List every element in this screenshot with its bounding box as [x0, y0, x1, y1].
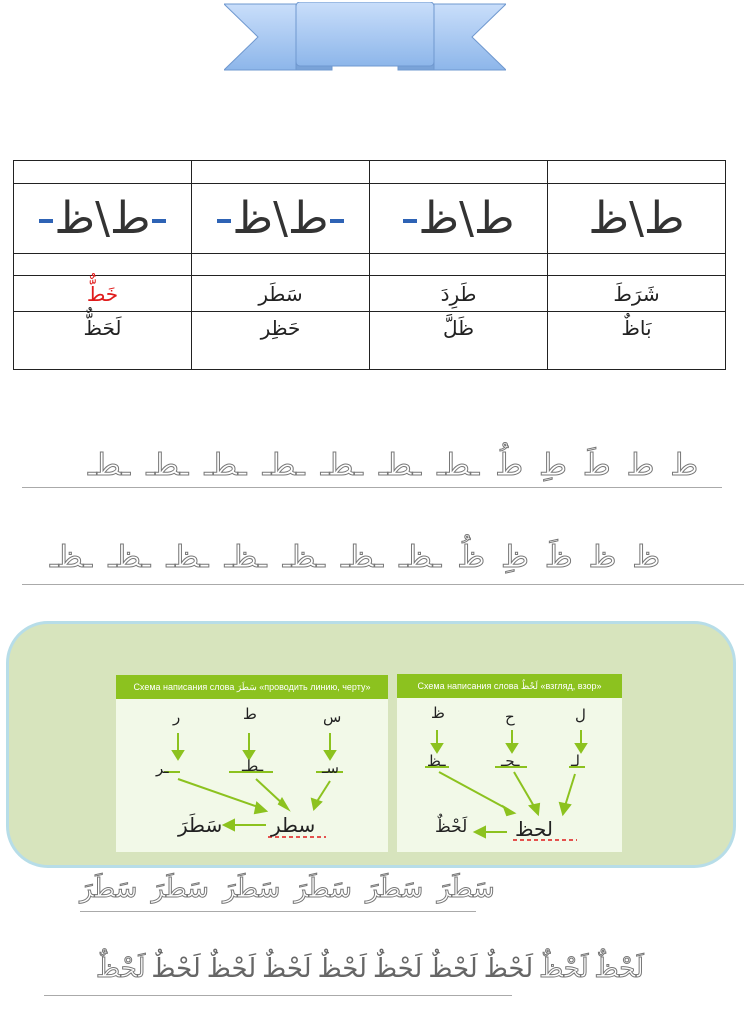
practice-letter: ـطـ: [146, 448, 189, 483]
scheme-panel-satara: [116, 675, 388, 852]
practice-letter: لَحْظٌ: [539, 954, 589, 984]
practice-letter: ـظـ: [108, 540, 151, 575]
practice-baseline: [44, 995, 512, 996]
practice-letter: ـظـ: [399, 540, 442, 575]
practice-letter: ـطـ: [437, 448, 480, 483]
practice-letter: سَطَرَ: [222, 874, 281, 904]
word-cell: طَرِدَ: [370, 276, 548, 312]
practice-baseline: [22, 487, 722, 488]
practice-line-satara: [80, 874, 509, 904]
practice-letter: لَحْظٌ: [317, 954, 367, 984]
table-row: [14, 276, 726, 312]
practice-baseline: [22, 584, 744, 585]
practice-letter: ـطـ: [320, 448, 363, 483]
practice-letter: سَطَرَ: [80, 874, 138, 904]
practice-letter: سَطَرَ: [437, 874, 495, 904]
practice-letter: لَحْظٌ: [594, 954, 644, 984]
letter-forms-cell: ط\ظ: [192, 184, 370, 254]
word-cell: لَحَظٌّ: [14, 312, 192, 370]
practice-letter: لَحْظٌ: [262, 954, 312, 984]
scheme-form: ـظ: [427, 752, 446, 770]
scheme-letter: ط: [243, 705, 257, 723]
letter-forms-cell: ط\ظ: [14, 184, 192, 254]
scheme-form: لـ: [571, 752, 580, 770]
letter-forms-cell: ط\ظ: [370, 184, 548, 254]
scheme-result-word: لَحْظٌ: [435, 817, 468, 837]
word-cell: بَاظٌ: [548, 312, 726, 370]
word-cell: خَطٌّ: [14, 276, 192, 312]
practice-letter: ط: [670, 448, 699, 483]
practice-letter: لَحْظٌ: [96, 954, 146, 984]
scheme-title: Схема написания слова سَطَرَ «проводить линию, черту»: [116, 675, 388, 699]
scheme-joined-word: سطر: [271, 813, 316, 837]
table-row: [14, 184, 726, 254]
letter-table: [13, 160, 726, 370]
practice-letter: ـظـ: [224, 540, 267, 575]
practice-letter: لَحْظٌ: [428, 954, 478, 984]
practice-letter: ظُ: [457, 540, 486, 575]
practice-letter: ط: [626, 448, 655, 483]
practice-letter: ظِ: [501, 540, 529, 575]
scheme-letter: ح: [505, 708, 515, 726]
practice-letter: سَطَرَ: [151, 874, 209, 904]
practice-letter: ـظـ: [50, 540, 93, 575]
scheme-result-word: سَطَرَ: [178, 813, 223, 837]
practice-letter: ـطـ: [204, 448, 247, 483]
practice-letter: لَحْظٌ: [372, 954, 423, 984]
practice-letter: ـطـ: [88, 448, 131, 483]
scheme-form: ـحـ: [501, 752, 520, 770]
practice-letter: طِ: [539, 448, 567, 483]
practice-letter: ـظـ: [166, 540, 209, 575]
practice-letter: ظ: [588, 540, 617, 575]
practice-letter: طَ: [582, 448, 611, 483]
practice-letter: ـظـ: [282, 540, 325, 575]
scheme-panel-lahz: [397, 674, 622, 852]
scheme-joined-word: لحظ: [515, 817, 553, 841]
table-row: [14, 161, 726, 184]
scheme-letter: س: [323, 708, 342, 726]
scheme-letter: ظ: [431, 704, 445, 722]
word-cell: حَظِر: [192, 312, 370, 370]
scheme-letter: ل: [575, 706, 586, 724]
practice-letter: ظ: [632, 540, 661, 575]
scheme-title: Схема написания слова لَحْظٌ «взгляд, взор»: [397, 674, 622, 698]
table-row: [14, 254, 726, 276]
scheme-form: ـر: [156, 759, 169, 777]
scheme-form: سـ: [322, 759, 339, 777]
word-cell: ظَلَّ: [370, 312, 548, 370]
practice-baseline: [80, 911, 476, 912]
practice-letter: ظَ: [544, 540, 573, 575]
ribbon-banner: [224, 2, 506, 76]
practice-letter: ـطـ: [378, 448, 422, 483]
letter-forms-cell: ط\ظ: [548, 184, 726, 254]
scheme-form: ـطـ: [242, 757, 264, 775]
practice-letter: سَطَرَ: [294, 874, 352, 904]
practice-letter: ـطـ: [262, 448, 305, 483]
practice-letter: لَحْظٌ: [483, 954, 534, 984]
practice-line-za: [50, 540, 676, 575]
practice-line-ta: [88, 448, 714, 483]
scheme-letter: ر: [173, 708, 181, 726]
practice-letter: لَحْظٌ: [206, 954, 257, 984]
practice-letter: ـظـ: [340, 540, 384, 575]
practice-letter: لَحْظٌ: [151, 954, 201, 984]
word-cell: سَطَر: [192, 276, 370, 312]
practice-letter: سَطَرَ: [365, 874, 424, 904]
practice-line-lahz: [96, 954, 650, 984]
table-row: [14, 312, 726, 370]
word-cell: شَرَطَ: [548, 276, 726, 312]
practice-letter: طُ: [495, 448, 524, 483]
